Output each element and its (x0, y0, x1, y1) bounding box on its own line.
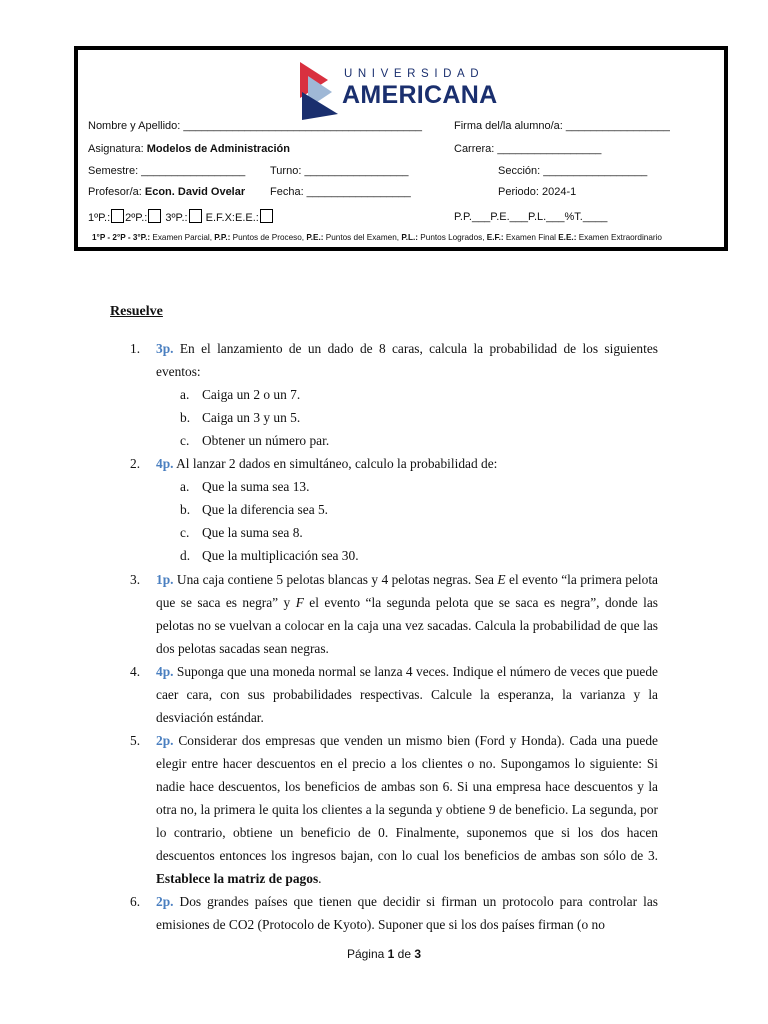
question-text: el evento “la segunda pelota que se saca es negra”, donde las pelotas no se vuelvan a colocar en la caja una vez sacadas. Calcula la probabilidad de que las dos pelotas sacadas sean negras. (156, 595, 658, 656)
item-letter: c. (180, 433, 190, 448)
carrera-field[interactable]: Carrera: _________________ (454, 143, 602, 155)
variable-e: E (497, 572, 506, 587)
question-emphasis: Establece la matriz de pagos (156, 871, 319, 886)
question-number: 5. (130, 733, 141, 748)
list-item (180, 429, 329, 452)
section-title: Resuelve (110, 304, 163, 319)
semestre-field[interactable]: Semestre: _________________ (88, 165, 246, 177)
question-3 (130, 568, 658, 660)
profesor-label: Profesor/a: (88, 186, 142, 198)
page-footer (0, 947, 768, 961)
legend-parcial-key: 1°P - 2°P - 3°P.: (92, 233, 151, 242)
question-text-end: . (318, 871, 322, 886)
seccion-field[interactable]: Sección: _________________ (498, 165, 648, 177)
item-text: Que la suma sea 8. (202, 525, 303, 540)
question-6 (130, 890, 658, 936)
item-letter: b. (180, 410, 191, 425)
current-page: 1 (387, 947, 395, 961)
question-number: 3. (130, 572, 141, 587)
legend-pe-text: Puntos del Examen, (323, 233, 402, 242)
logo-mark-icon (298, 58, 342, 120)
list-item (180, 475, 309, 498)
item-text: Caiga un 2 o un 7. (202, 387, 301, 402)
question-text: Suponga que una moneda normal se lanza 4 veces. Indique el número de veces que puede caer cara, con sus probabilidades respectivas. Calcule la esperanza, la varianza y la desviación estándar. (156, 664, 658, 725)
nombre-field[interactable]: Nombre y Apellido: _______________________________________ (88, 120, 422, 132)
legend-pp-text: Puntos de Proceso, (230, 233, 307, 242)
legend-ef-text: Examen Final (503, 233, 559, 242)
asignatura-field (88, 143, 290, 155)
footer-mid: de (394, 947, 415, 961)
question-points: 4p. (156, 664, 174, 679)
fecha-field[interactable]: Fecha: _________________ (270, 186, 411, 198)
profesor-value: Econ. David Ovelar (144, 186, 246, 198)
question-points: 3p. (156, 341, 174, 356)
turno-field[interactable]: Turno: _________________ (270, 165, 409, 177)
legend-pl-text: Puntos Logrados, (418, 233, 487, 242)
question-points: 2p. (156, 733, 174, 748)
legend-pp-key: P.P.: (214, 233, 231, 242)
legend-pe-key: P.E.: (306, 233, 324, 242)
item-text: Que la multiplicación sea 30. (202, 548, 359, 563)
score-fields[interactable]: P.P.___P.E.___P.L.___%T.____ (454, 211, 608, 223)
checkbox-3p[interactable] (189, 209, 202, 223)
university-logo (298, 58, 508, 120)
question-points: 1p. (156, 572, 174, 587)
question-1 (130, 337, 658, 383)
question-number: 6. (130, 894, 141, 909)
exam-header (74, 46, 728, 251)
list-item (180, 521, 303, 544)
profesor-field (88, 186, 245, 198)
total-pages: 3 (414, 947, 422, 961)
variable-f: F (295, 595, 304, 610)
item-text: Obtener un número par. (202, 433, 330, 448)
checkbox-efxee[interactable] (260, 209, 273, 223)
logo-text-universidad: UNIVERSIDAD (344, 68, 485, 80)
legend-parcial-text: Examen Parcial, (150, 233, 215, 242)
exam-type-checkboxes (88, 209, 274, 224)
item-text: Que la diferencia sea 5. (202, 502, 329, 517)
header-legend (92, 233, 662, 242)
legend-pl-key: P.L.: (401, 233, 419, 242)
item-letter: a. (180, 387, 190, 402)
question-text: el evento “la primera pelota que se saca es negra” y (156, 572, 658, 610)
question-number: 2. (130, 456, 141, 471)
checkbox-2p[interactable] (148, 209, 161, 223)
list-item (180, 544, 359, 567)
list-item (180, 498, 328, 521)
item-letter: d. (180, 548, 191, 563)
question-text: Una caja contiene 5 pelotas blancas y 4 pelotas negras. Sea (173, 572, 498, 587)
check-3p-label: 3ºP.: (165, 212, 188, 224)
list-item (180, 406, 300, 429)
question-number: 1. (130, 341, 141, 356)
question-points: 2p. (156, 894, 174, 909)
legend-ee-text: Examen Extraordinario (576, 233, 662, 242)
question-text: Considerar dos empresas que venden un mismo bien (Ford y Honda). Cada una puede elegir entre hacer descuentos en el precio a los clientes o no. Supongamos lo siguiente: Si nadie hace descuentos, los beneficios de ambas son 6. Si una empresa hace descuentos y la otra no, la primera le quita los clientes a la segunda y obtiene 9 de beneficio. La segunda, por lo contrario, obtiene un beneficio de 0. Finalmente, suponemos que si los dos hacen descuentos entonces los ingresos bajan, con lo cual los beneficios de ambas son sólo de 3. (156, 733, 658, 863)
asignatura-value: Modelos de Administración (146, 143, 290, 155)
legend-ef-key: E.F.: (486, 233, 504, 242)
list-item (180, 383, 300, 406)
question-number: 4. (130, 664, 141, 679)
check-efxee-label: E.F.X:E.E.: (205, 212, 259, 224)
question-4 (130, 660, 658, 729)
question-text: En el lanzamiento de un dado de 8 caras, calcula la probabilidad de los siguientes eventos: (156, 341, 658, 379)
logo-text-americana: AMERICANA (342, 81, 498, 109)
firma-field[interactable]: Firma del/la alumno/a: _________________ (454, 120, 670, 132)
question-points: 4p. (156, 456, 174, 471)
item-text: Caiga un 3 y un 5. (202, 410, 301, 425)
asignatura-label: Asignatura: (88, 143, 144, 155)
item-letter: b. (180, 502, 191, 517)
footer-prefix: Página (346, 947, 388, 961)
legend-ee-key: E.E.: (558, 233, 577, 242)
item-letter: c. (180, 525, 190, 540)
question-2 (130, 452, 658, 475)
periodo-field: Periodo: 2024-1 (498, 186, 577, 198)
item-letter: a. (180, 479, 190, 494)
check-1p-label: 1ºP.: (88, 212, 111, 224)
item-text: Que la suma sea 13. (202, 479, 310, 494)
question-5 (130, 729, 658, 890)
question-text: Al lanzar 2 dados en simultáneo, calculo la probabilidad de: (173, 456, 498, 471)
check-2p-label: 2ºP.: (125, 212, 148, 224)
question-text: Dos grandes países que tienen que decidir si firman un protocolo para controlar las emisiones de CO2 (Protocolo de Kyoto). Suponer que si los dos países firman (o no (156, 894, 658, 932)
checkbox-1p[interactable] (111, 209, 124, 223)
